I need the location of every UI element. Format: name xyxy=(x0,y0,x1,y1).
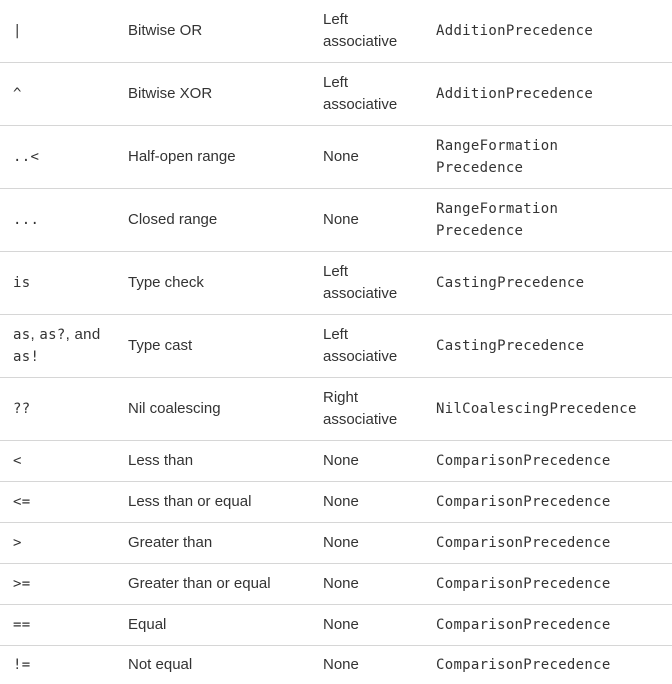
precedence-line: RangeFormation xyxy=(436,138,558,154)
table-row xyxy=(0,126,672,189)
table-row xyxy=(0,646,672,684)
description-cell: Less than xyxy=(115,441,310,482)
precedence-group-cell xyxy=(423,126,672,189)
associativity-cell: Right associative xyxy=(310,378,423,441)
operator-cell: >= xyxy=(0,564,115,605)
description-cell: Less than or equal xyxy=(115,482,310,523)
precedence-group-cell: CastingPrecedence xyxy=(423,252,672,315)
operator-separator: , xyxy=(30,326,39,343)
table-row xyxy=(0,605,672,646)
associativity-cell: None xyxy=(310,646,423,684)
precedence-line: Precedence xyxy=(436,223,523,239)
associativity-cell: None xyxy=(310,482,423,523)
operator-cell: ^ xyxy=(0,63,115,126)
precedence-group-cell: NilCoalescingPrecedence xyxy=(423,378,672,441)
precedence-line: RangeFormation xyxy=(436,201,558,217)
operator-cell: == xyxy=(0,605,115,646)
associativity-cell: None xyxy=(310,564,423,605)
operator-cell: ..< xyxy=(0,126,115,189)
associativity-cell: Left associative xyxy=(310,0,423,63)
description-cell: Equal xyxy=(115,605,310,646)
operator-cell: | xyxy=(0,0,115,63)
table-row xyxy=(0,564,672,605)
description-cell: Bitwise XOR xyxy=(115,63,310,126)
description-cell: Type check xyxy=(115,252,310,315)
description-cell: Not equal xyxy=(115,646,310,684)
operator-cell: ?? xyxy=(0,378,115,441)
operator-cell: ... xyxy=(0,189,115,252)
table-row xyxy=(0,378,672,441)
precedence-group-cell: ComparisonPrecedence xyxy=(423,564,672,605)
precedence-line: Precedence xyxy=(436,160,523,176)
table-row xyxy=(0,189,672,252)
table-row xyxy=(0,0,672,63)
associativity-cell: Left associative xyxy=(310,252,423,315)
description-cell: Nil coalescing xyxy=(115,378,310,441)
operator-cell: < xyxy=(0,441,115,482)
precedence-group-cell: ComparisonPrecedence xyxy=(423,482,672,523)
table-row xyxy=(0,441,672,482)
precedence-group-cell: CastingPrecedence xyxy=(423,315,672,378)
operator-code: as xyxy=(13,327,30,343)
precedence-group-cell: AdditionPrecedence xyxy=(423,0,672,63)
operator-separator: , and xyxy=(66,326,101,343)
precedence-group-cell xyxy=(423,189,672,252)
operator-cell: > xyxy=(0,523,115,564)
operator-cell: <= xyxy=(0,482,115,523)
operator-cell xyxy=(0,315,115,378)
operator-cell: != xyxy=(0,646,115,684)
table-row xyxy=(0,252,672,315)
operator-code: as! xyxy=(13,349,39,365)
associativity-cell: None xyxy=(310,126,423,189)
associativity-cell: Left associative xyxy=(310,63,423,126)
precedence-group-cell: ComparisonPrecedence xyxy=(423,441,672,482)
table-row xyxy=(0,482,672,523)
description-cell: Closed range xyxy=(115,189,310,252)
operator-code: as? xyxy=(39,327,65,343)
precedence-group-cell: ComparisonPrecedence xyxy=(423,605,672,646)
description-cell: Type cast xyxy=(115,315,310,378)
precedence-group-cell: ComparisonPrecedence xyxy=(423,523,672,564)
associativity-cell: None xyxy=(310,523,423,564)
precedence-group-cell: AdditionPrecedence xyxy=(423,63,672,126)
operator-cell: is xyxy=(0,252,115,315)
table-row xyxy=(0,63,672,126)
associativity-cell: Left associative xyxy=(310,315,423,378)
associativity-cell: None xyxy=(310,441,423,482)
description-cell: Greater than or equal xyxy=(115,564,310,605)
associativity-cell: None xyxy=(310,605,423,646)
description-cell: Greater than xyxy=(115,523,310,564)
description-cell: Bitwise OR xyxy=(115,0,310,63)
precedence-group-cell: ComparisonPrecedence xyxy=(423,646,672,684)
table-row xyxy=(0,523,672,564)
associativity-cell: None xyxy=(310,189,423,252)
description-cell: Half-open range xyxy=(115,126,310,189)
table-row xyxy=(0,315,672,378)
